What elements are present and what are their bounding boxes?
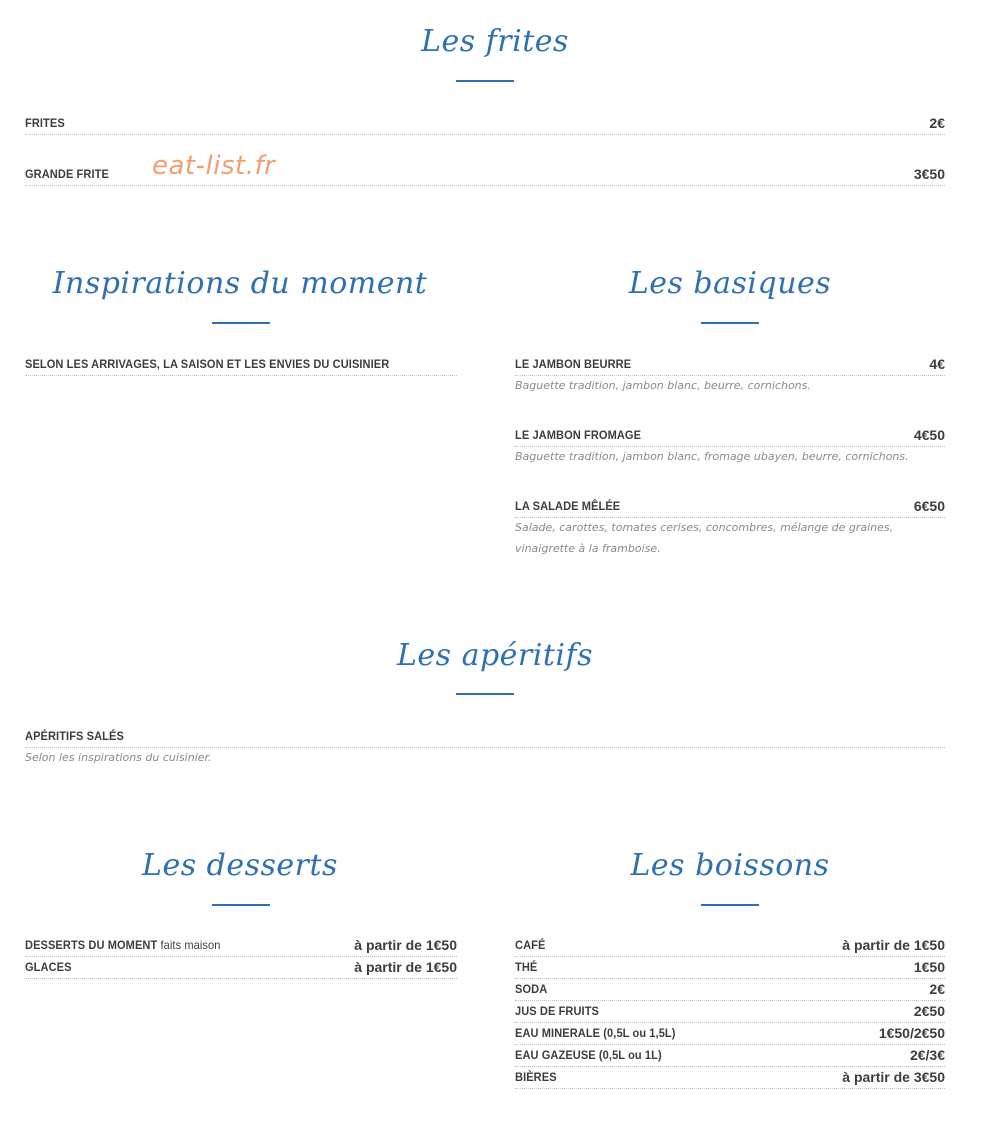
menu-item-the: [515, 960, 945, 979]
menu-item-name: THÉ: [515, 960, 538, 974]
menu-item-eau-minerale: [515, 1026, 945, 1045]
menu-item-description: Baguette tradition, jambon blanc, beurre, cornichons.: [515, 379, 811, 392]
menu-item-name: GRANDE FRITE: [25, 167, 109, 181]
menu-item-name: CAFÉ: [515, 938, 546, 952]
menu-item-jambon-beurre: [515, 357, 945, 376]
menu-item-price: à partir de 3€50: [842, 1069, 945, 1085]
menu-item-price: 1€50/2€50: [878, 1025, 945, 1041]
section-title-aperitifs: Les apéritifs: [396, 638, 594, 673]
menu-item-price: 6€50: [913, 498, 945, 514]
title-divider-basiques: [701, 322, 759, 324]
menu-item-eau-gazeuse: [515, 1048, 945, 1067]
menu-item-name: JUS DE FRUITS: [515, 1004, 600, 1018]
menu-item-name: LA SALADE MÊLÉE: [515, 499, 621, 513]
menu-item-name: EAU GAZEUSE (0,5L ou 1L): [515, 1048, 662, 1062]
title-divider-frites: [456, 80, 514, 82]
menu-item-price: 2€: [929, 981, 945, 997]
menu-item-name: SELON LES ARRIVAGES, LA SAISON ET LES ENVIES DU CUISINIER: [25, 357, 390, 371]
menu-item-name: LE JAMBON BEURRE: [515, 357, 632, 371]
menu-item-jus-de-fruits: [515, 1004, 945, 1023]
section-title-desserts: Les desserts: [142, 848, 338, 883]
menu-item-description: Selon les inspirations du cuisinier.: [25, 751, 212, 764]
menu-item-price: 2€: [929, 115, 945, 131]
section-title-frites: Les frites: [421, 24, 569, 59]
title-divider-desserts: [212, 904, 270, 906]
menu-item-name: EAU MINERALE (0,5L ou 1,5L): [515, 1026, 676, 1040]
menu-item-price: à partir de 1€50: [354, 959, 457, 975]
title-divider-inspirations: [212, 322, 270, 324]
menu-item-jambon-fromage: [515, 428, 945, 447]
menu-item-cafe: [515, 938, 945, 957]
section-title-basiques: Les basiques: [628, 266, 832, 301]
menu-item-name: APÉRITIFS SALÉS: [25, 729, 124, 743]
menu-item-glaces: [25, 960, 457, 979]
menu-item-name: FRITES: [25, 116, 65, 130]
menu-item-price: 2€50: [913, 1003, 945, 1019]
menu-item-price: à partir de 1€50: [354, 937, 457, 953]
menu-item-name: [25, 938, 220, 952]
menu-item-price: 1€50: [913, 959, 945, 975]
section-title-inspirations: Inspirations du moment: [52, 266, 428, 301]
menu-item-name-main: DESSERTS DU MOMENT: [25, 938, 158, 952]
menu-item-price: à partir de 1€50: [842, 937, 945, 953]
menu-item-price: 2€/3€: [909, 1047, 945, 1063]
menu-item-price: 4€50: [913, 427, 945, 443]
menu-item-name: SODA: [515, 982, 548, 996]
menu-item-description: Salade, carottes, tomates cerises, concombres, mélange de graines, vinaigrette à la framboise.: [515, 521, 894, 555]
menu-item-inspirations: [25, 357, 457, 376]
menu-item-name: BIÈRES: [515, 1070, 557, 1084]
menu-item-price: 3€50: [913, 166, 945, 182]
menu-item-aperitifs-sales: [25, 729, 945, 748]
menu-item-soda: [515, 982, 945, 1001]
watermark-text: eat-list.fr: [152, 151, 276, 181]
menu-item-name: GLACES: [25, 960, 72, 974]
menu-item-frites: [25, 116, 945, 135]
title-divider-boissons: [701, 904, 759, 906]
menu-item-bieres: [515, 1070, 945, 1089]
menu-item-price: 4€: [929, 356, 945, 372]
menu-item-name-suffix: faits maison: [160, 938, 221, 952]
menu-item-desserts-du-moment: [25, 938, 457, 957]
menu-item-description: Baguette tradition, jambon blanc, fromage ubayen, beurre, cornichons.: [515, 450, 909, 463]
menu-item-name: LE JAMBON FROMAGE: [515, 428, 642, 442]
title-divider-aperitifs: [456, 693, 514, 695]
section-title-boissons: Les boissons: [630, 848, 830, 883]
menu-item-salade-melee: [515, 499, 945, 518]
